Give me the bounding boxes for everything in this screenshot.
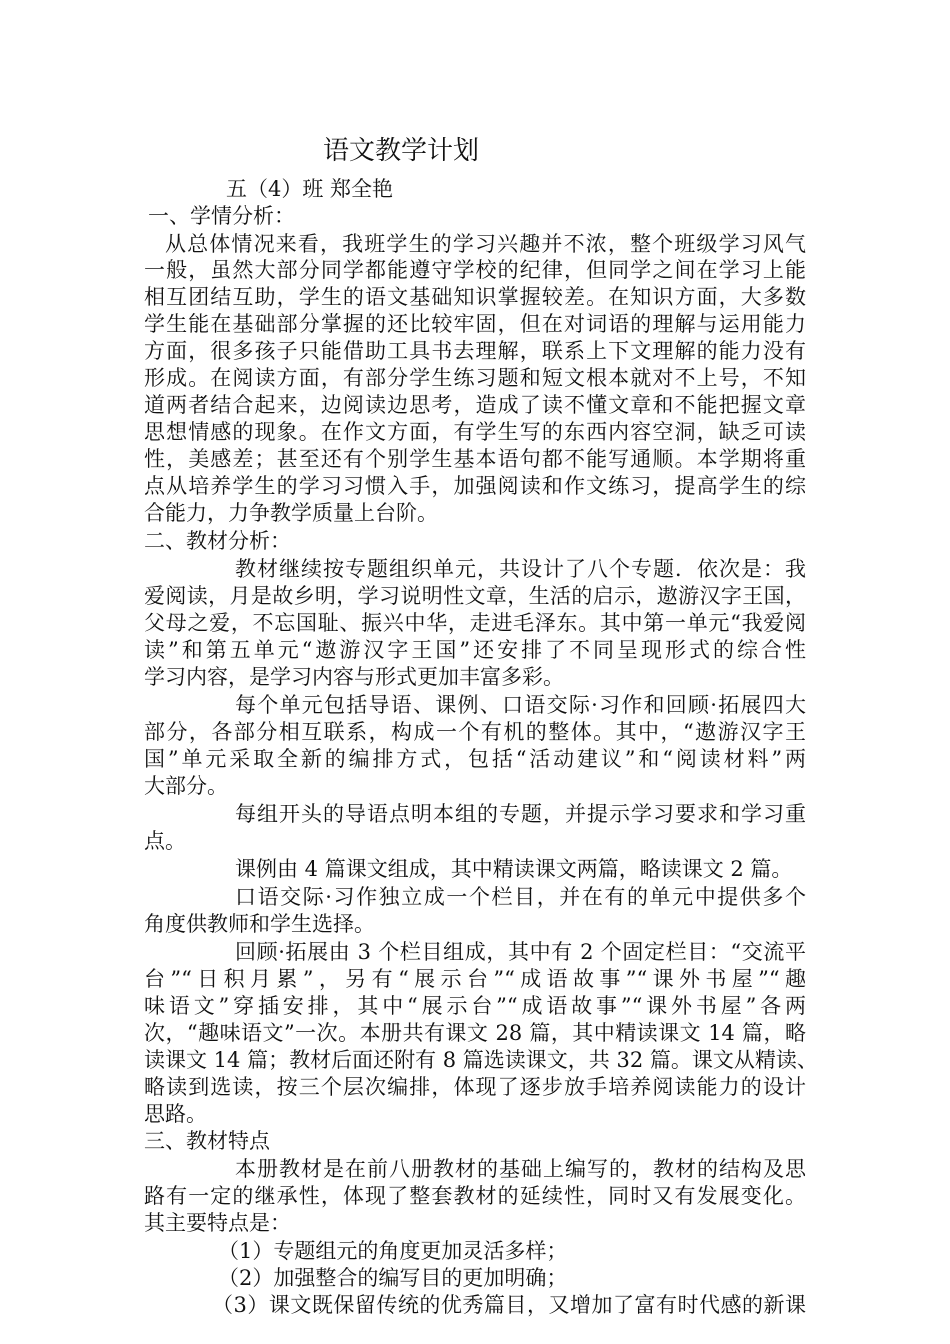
list-item: （1）专题组元的角度更加灵活多样；	[218, 1239, 568, 1263]
paragraph-line: 相互团结互助，学生的语文基础知识掌握较差。在知识方面，大多数	[144, 285, 806, 309]
paragraph-line: 思路。	[144, 1102, 207, 1126]
paragraph-line: 爱阅读，月是故乡明，学习说明性文章，生活的启示，遨游汉字王国，	[144, 584, 806, 608]
paragraph-line: 思想情感的现象。在作文方面，有学生写的东西内容空洞，缺乏可读	[144, 420, 806, 444]
paragraph-line: 其主要特点是：	[144, 1211, 291, 1235]
paragraph-line: 部分，各部分相互联系，构成一个有机的整体。其中，“遨游汉字王	[144, 720, 806, 744]
paragraph-line: 从总体情况来看，我班学生的学习兴趣并不浓，整个班级学习风气	[165, 232, 806, 256]
section-heading: 一、学情分析：	[148, 204, 295, 228]
list-item: （3）课文既保留传统的优秀篇目，又增加了富有时代感的新课	[212, 1293, 806, 1317]
paragraph-line: 读课文 14 篇；教材后面还附有 8 篇选读课文，共 32 篇。课文从精读、	[144, 1048, 818, 1072]
paragraph-line: 次，“趣味语文”一次。本册共有课文 28 篇，其中精读课文 14 篇，略	[144, 1021, 806, 1045]
paragraph-line: 口语交际·习作独立成一个栏目，并在有的单元中提供多个	[235, 885, 806, 909]
paragraph-line: 本册教材是在前八册教材的基础上编写的，教材的结构及思	[235, 1157, 806, 1181]
paragraph-line: 路有一定的继承性，体现了整套教材的延续性，同时又有发展变化。	[144, 1184, 806, 1208]
document-title: 语文教学计划	[323, 136, 480, 166]
paragraph-line: 方面，很多孩子只能借助工具书去理解，联系上下文理解的能力没有	[144, 339, 806, 363]
paragraph-line: 性，美感差；甚至还有个别学生基本语句都不能写通顺。本学期将重	[144, 447, 806, 471]
paragraph-line: 一般，虽然大部分同学都能遵守学校的纪律，但同学之间在学习上能	[144, 258, 806, 282]
paragraph-line: 点从培养学生的学习习惯入手，加强阅读和作文练习，提高学生的综	[144, 474, 806, 498]
section-heading: 二、教材分析：	[144, 529, 291, 553]
paragraph-line: 读”和第五单元“遨游汉字王国”还安排了不同呈现形式的综合性	[144, 638, 806, 662]
paragraph-line: 学习内容，是学习内容与形式更加丰富多彩。	[144, 665, 564, 689]
paragraph-line: 父母之爱，不忘国耻、振兴中华，走进毛泽东。其中第一单元“我爱阅	[144, 611, 806, 635]
paragraph-line: 每个单元包括导语、课例、口语交际·习作和回顾·拓展四大	[235, 693, 806, 717]
paragraph-line: 味语文”穿插安排，其中“展示台”“成语故事”“课外书屋”各两	[144, 994, 806, 1018]
paragraph-line: 回顾·拓展由 3 个栏目组成，其中有 2 个固定栏目：“交流平	[235, 940, 806, 964]
paragraph-line: 学生能在基础部分掌握的还比较牢固，但在对词语的理解与运用能力	[144, 312, 806, 336]
paragraph-line: 点。	[144, 829, 186, 853]
paragraph-line: 大部分。	[144, 774, 228, 798]
section-heading: 三、教材特点	[144, 1129, 270, 1153]
paragraph-line: 略读到选读，按三个层次编排，体现了逐步放手培养阅读能力的设计	[144, 1075, 806, 1099]
paragraph-line: 课例由 4 篇课文组成，其中精读课文两篇，略读课文 2 篇。	[235, 857, 793, 881]
paragraph-line: 教材继续按专题组织单元，共设计了八个专题．依次是：我	[235, 557, 806, 581]
paragraph-line: 国”单元采取全新的编排方式，包括“活动建议”和“阅读材料”两	[144, 747, 806, 771]
class-teacher-line: 五（4）班 郑全艳	[226, 177, 394, 201]
paragraph-line: 角度供教师和学生选择。	[144, 912, 375, 936]
list-item: （2）加强整合的编写目的更加明确；	[218, 1266, 568, 1290]
paragraph-line: 每组开头的导语点明本组的专题，并提示学习要求和学习重	[235, 802, 806, 826]
paragraph-line: 台”“日积月累”，另有“展示台”“成语故事”“课外书屋”“趣	[144, 967, 806, 991]
paragraph-line: 形成。在阅读方面，有部分学生练习题和短文根本就对不上号，不知	[144, 366, 806, 390]
paragraph-line: 道两者结合起来，边阅读边思考，造成了读不懂文章和不能把握文章	[144, 393, 806, 417]
paragraph-line: 合能力，力争教学质量上台阶。	[144, 501, 438, 525]
